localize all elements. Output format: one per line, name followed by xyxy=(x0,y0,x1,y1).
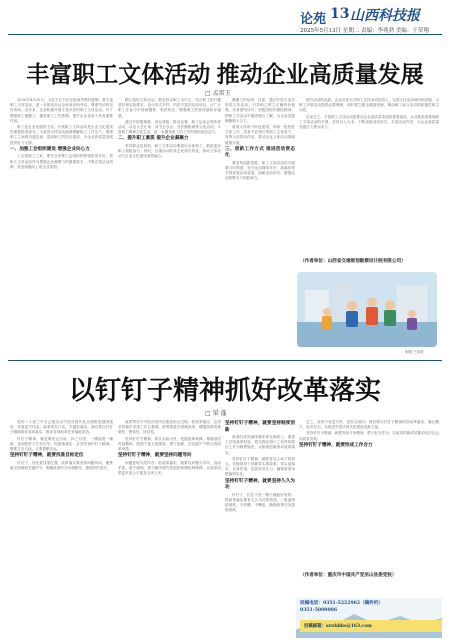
article1-col3 xyxy=(225,98,295,356)
article2-col3 xyxy=(225,420,295,635)
article1-subhead1: 一、加强工会组织建设 增强企业向心力 xyxy=(10,146,90,152)
paragraph: 党的二十届三中全会提出以中国式现代化全面推进强国建设、民族复兴伟业。改革贵在行动，关键在落实。我们要以钉钉子精神抓好改革落实，推动各项改革任务落地见效。 xyxy=(10,420,113,435)
illustration-credit: 制图 王裕琦 xyxy=(405,350,424,354)
paragraph: 总之，改革只有进行时，没有完成时。我们要以钉钉子精神抓好改革落实，凝心聚力、奋发有为，为推进中国式现代化建设贡献力量。 xyxy=(299,420,439,430)
paragraph: 坚持群众性原则，职工文体活动要面向全体职工，鼓励更多职工积极参与。同时，注重活动的常态化和长效化，推动文体活动与企业文化建设深度融合。 xyxy=(118,143,221,159)
paragraph: 凝聚力的培养，比如，通过开展丰富多彩的文体活动，引导职工树立正确的价值观，培育团结协作、积极进取的团队精神，使职工在活动中增进相互了解，为企业发展凝聚强大合力。 xyxy=(225,98,295,123)
contact-phone: 投稿电话：0351-5222962（稿件约） xyxy=(300,601,384,606)
contact-info xyxy=(300,600,383,614)
email-bar xyxy=(300,620,442,632)
paragraph: 精心组织文体活动，要坚持以职工为中心，结合职工的兴趣爱好和实际需求，设计形式多样、内容丰富的活动项目，让广大职工在参与中得到锻炼、收获快乐，增强职工的获得感和幸福感。 xyxy=(118,98,221,118)
paragraph: 改革贯穿于中国式现代化建设的全过程。抓改革落实，必须坚持稳中求进工作总基调，统筹推进各领域改革，增强改革的系统性、整体性、协同性。 xyxy=(118,420,221,435)
article1-col4 xyxy=(299,98,439,258)
paragraph: 总而言之，丰富职工文体活动是推动企业高质量发展的重要途径。企业要高度重视职工文体活动的开展，坚持以人为本，不断创新活动形式，丰富活动内容，为企业高质量发展注入强大动力。 xyxy=(299,114,439,130)
paragraph: 坚持钉钉子精神，就要发扬斗争精神，勇于担当作为，以改革的新成效推动经济社会高质量发展。 xyxy=(299,431,439,441)
newspaper-masthead: 山西科技报 xyxy=(350,8,420,24)
section-name: 论苑 xyxy=(300,12,327,27)
article2-title: 以钉钉子精神抓好改革落实 xyxy=(68,375,381,405)
article1-author-note: （作者单位：山西省交通规划勘察设计院有限公司） xyxy=(300,259,406,264)
article1-title: 丰富职工文体活动 推动企业高质量发展 xyxy=(26,61,424,87)
article2-col4 xyxy=(299,420,439,570)
contact-email: 投稿邮箱：sxwkbbs@163.com xyxy=(304,624,372,629)
paragraph: 要坚持创新思维，职工文体活动的开展要与时俱进，充分运用网络平台、新媒体等手段拓宽活动渠道，创新活动形式，增强活动的吸引力和影响力。 xyxy=(225,160,295,181)
article2-subhead4: 坚持钉钉子精神，就要坚持久久为功 xyxy=(225,478,295,491)
article1-col2 xyxy=(118,98,221,356)
paragraph: 通过开展篮球赛、羽毛球赛、拔河比赛、职工运动会等体育活动，以及文艺汇演、读书分享会、书法摄影展等文化活动，丰富职工精神文化生活，进一步激发职工的工作热情和创造活力。 xyxy=(118,119,221,135)
paragraph: 坚持钉钉子精神，要从实际出发，把握改革规律，尊重基层首创精神，鼓励干部大胆探索、勇于创新，在实践中不断完善改革举措。 xyxy=(118,436,221,452)
paragraph: 2020年4月20日，习近平总书记在陕西考察时强调：要丰富职工文体活动，进一步推动全社会形成崇尚劳动、尊重劳动的良好风尚。近年来，企业积极开展丰富多彩的职工文体活动，对于增强职工凝聚力、激发职工工作热情、提升企业竞争力具有重要作用。 xyxy=(10,98,113,123)
article1-subhead3: 三、创新工作方式 推进活动常态化 xyxy=(225,146,295,159)
header-rule xyxy=(8,34,442,35)
paragraph: 提升活动的品质，企业应加大对职工文体活动的投入，完善文体活动场所和设施，为职工开展活动提供必要保障，同时建立健全激励机制，调动职工参与活动的积极性和主动性。 xyxy=(299,98,439,113)
article2-byline: □ 梁 蓬 xyxy=(205,410,227,417)
paragraph: 钉钉子精神，就是要咬定目标、持之以恒，一锤接着一锤敲，直到把钉子钉实钉牢。抓改革落实，必须发扬钉钉子精神，既要立足当前，又要着眼长远。 xyxy=(10,436,113,452)
article2-col1 xyxy=(10,420,113,635)
paragraph: 钉钉子，往往不是一锤子就能钉好的。抓改革落实要有久久为功的韧劲，一张蓝图绘到底，不折腾、不懈怠，确保改革任务善始善终。 xyxy=(225,492,295,513)
paragraph: 改革的成效最终要体现在制度上。要善于总结改革经验，把实践证明行之有效的做法上升为制度规范，以制度创新推动改革落实。 xyxy=(225,435,295,455)
article1-col1 xyxy=(10,98,113,266)
workers-illustration xyxy=(297,272,437,347)
paragraph: 钉钉子，首先要找准位置。改革落实要坚持问题导向，聚焦重点领域和关键环节，明确改革的方向和路径，做到有的放矢。 xyxy=(10,460,113,470)
issue-line: 2025年5月13日 星期二 责编：李兆勃 美编：王荣翔 xyxy=(300,28,429,34)
paragraph: 坚持钉钉子精神，就要有以上率下的担当。各级领导干部要带头抓改革、带头促落实，以身作则，层层传导压力，确保改革举措落到实处。 xyxy=(225,456,295,477)
section-divider xyxy=(8,360,442,361)
article2-subhead1: 坚持钉钉子精神，就要找准目标定位 xyxy=(10,453,84,459)
article2-subhead2: 坚持钉钉子精神，就要坚持问题导向 xyxy=(118,453,192,459)
article2-author-note: （作者单位：重庆市中国共产党巫山县委党校） xyxy=(300,573,397,578)
page-header xyxy=(0,0,450,34)
paragraph: 问题是时代的声音。抓改革落实，就要以问题为导向，直面矛盾，敢于碰硬，着力解决制约发展的体制机制障碍，让改革成果更多更公平惠及全体人民。 xyxy=(118,460,221,476)
paragraph: 重视文体骨干队伍建设，培养一批热爱文体工作、具有专业特长的职工文体骨干，发挥示范带动作用，推动企业文体活动持续健康开展。 xyxy=(225,125,295,145)
article2-subhead5: 坚持钉钉子精神，就要形成工作合力 xyxy=(299,442,373,448)
paragraph: 职工是企业发展的主体，开展职工文体活动是企业文化建设的重要组成部分。丰富的文体活动能够缓解职工工作压力，增进职工之间的沟通交流，提高职工的综合素质，为企业高质量发展提供有力支撑。 xyxy=(10,125,113,145)
article1-subhead2: 二、提升职工素质 提升企业凝聚力 xyxy=(118,136,189,142)
article2-col2 xyxy=(118,420,221,635)
page-number: 13 xyxy=(330,6,350,22)
paragraph: 工会是职工之家，要充分发挥工会组织的桥梁纽带作用，把职工文体活动作为增强企业凝聚力的重要抓手，不断完善活动机制，营造积极向上的企业氛围。 xyxy=(10,154,113,169)
article2-subhead3: 坚持钉钉子精神，就要坚持制度创新 xyxy=(225,421,295,433)
article1-byline: □ 孟雷玉 xyxy=(205,90,231,97)
contact-phone-alt: 0351-5000006 xyxy=(300,608,338,613)
